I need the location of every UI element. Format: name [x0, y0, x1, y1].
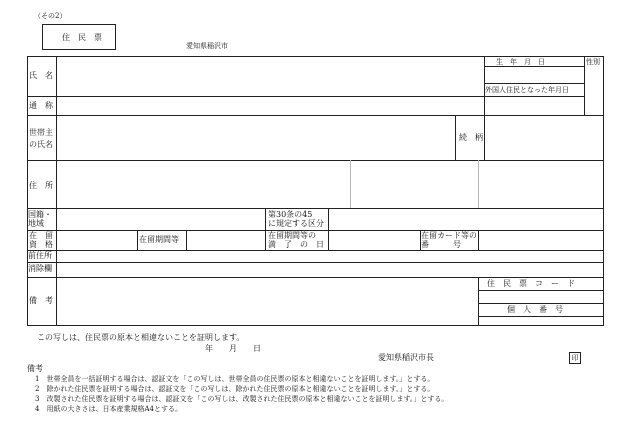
note-item: 3 改製された住民票を証明する場合は、認証文を「この写しは、改製された住民票の原本と相違ないことを証明します。」とする。: [35, 395, 449, 403]
card-number-label-1: 在留カード等の: [421, 231, 477, 240]
official-seal: 印: [569, 352, 581, 364]
remarks-label: 備 考: [29, 296, 53, 305]
certification-statement: この写しは、住民票の原本と相違ないことを証明します。: [37, 333, 245, 342]
form-title: 住 民 票: [62, 33, 102, 42]
alias-label: 通 称: [29, 101, 53, 110]
deletion-label: 消除欄: [28, 264, 52, 273]
period-expiry-label-1: 在留期間等の: [268, 231, 316, 240]
residence-period-label: 在留期間等: [139, 235, 179, 244]
page-number: （その2）: [34, 12, 67, 20]
nationality-label-1: 国籍・: [28, 210, 52, 219]
birth-date-label: 生 年 月 日: [496, 58, 545, 66]
art30-45-label-1: 第30条の45: [268, 210, 313, 219]
relationship-label: 続 柄: [459, 133, 483, 142]
householder-label-2: の氏名: [29, 140, 53, 149]
art30-45-label-2: に規定する区分: [268, 219, 324, 228]
foreign-resident-date-label: 外国人住民となった年月日: [485, 86, 569, 94]
gender-label: 性別: [586, 58, 600, 66]
card-number-label-2: 番 号: [421, 240, 461, 249]
residence-status-label-2: 資 格: [29, 240, 53, 249]
municipality: 愛知県稲沢市: [186, 42, 228, 50]
note-item: 4 用紙の大きさは、日本産業規格A4とする。: [35, 405, 182, 413]
householder-label-1: 世帯主: [29, 128, 53, 137]
nationality-label-2: 地域: [28, 219, 44, 228]
residence-status-label-1: 在 留: [29, 231, 53, 240]
note-item: 1 世帯全員を一括証明する場合は、認証文を「この写しは、世帯全員の住民票の原本と相違ないことを証明します。」とする。: [35, 375, 435, 383]
notes-heading: 備考: [27, 364, 43, 373]
name-label: 氏 名: [29, 71, 53, 80]
previous-address-label: 前住所: [28, 251, 52, 260]
resident-code-label: 住 民 票 コ ー ド: [487, 279, 575, 288]
address-label: 住 所: [29, 181, 53, 190]
note-item: 2 除かれた住民票を証明する場合は、認証文を「この写しは、除かれた住民票の原本と相違ないことを証明します。」とする。: [35, 385, 435, 393]
personal-number-label: 個 人 番 号: [507, 305, 563, 314]
form-title-box: [42, 24, 116, 50]
certification-date: 年 月 日: [205, 344, 261, 353]
period-expiry-label-2: 満 了 の 日: [268, 240, 324, 249]
mayor-title: 愛知県稲沢市長: [378, 353, 434, 362]
